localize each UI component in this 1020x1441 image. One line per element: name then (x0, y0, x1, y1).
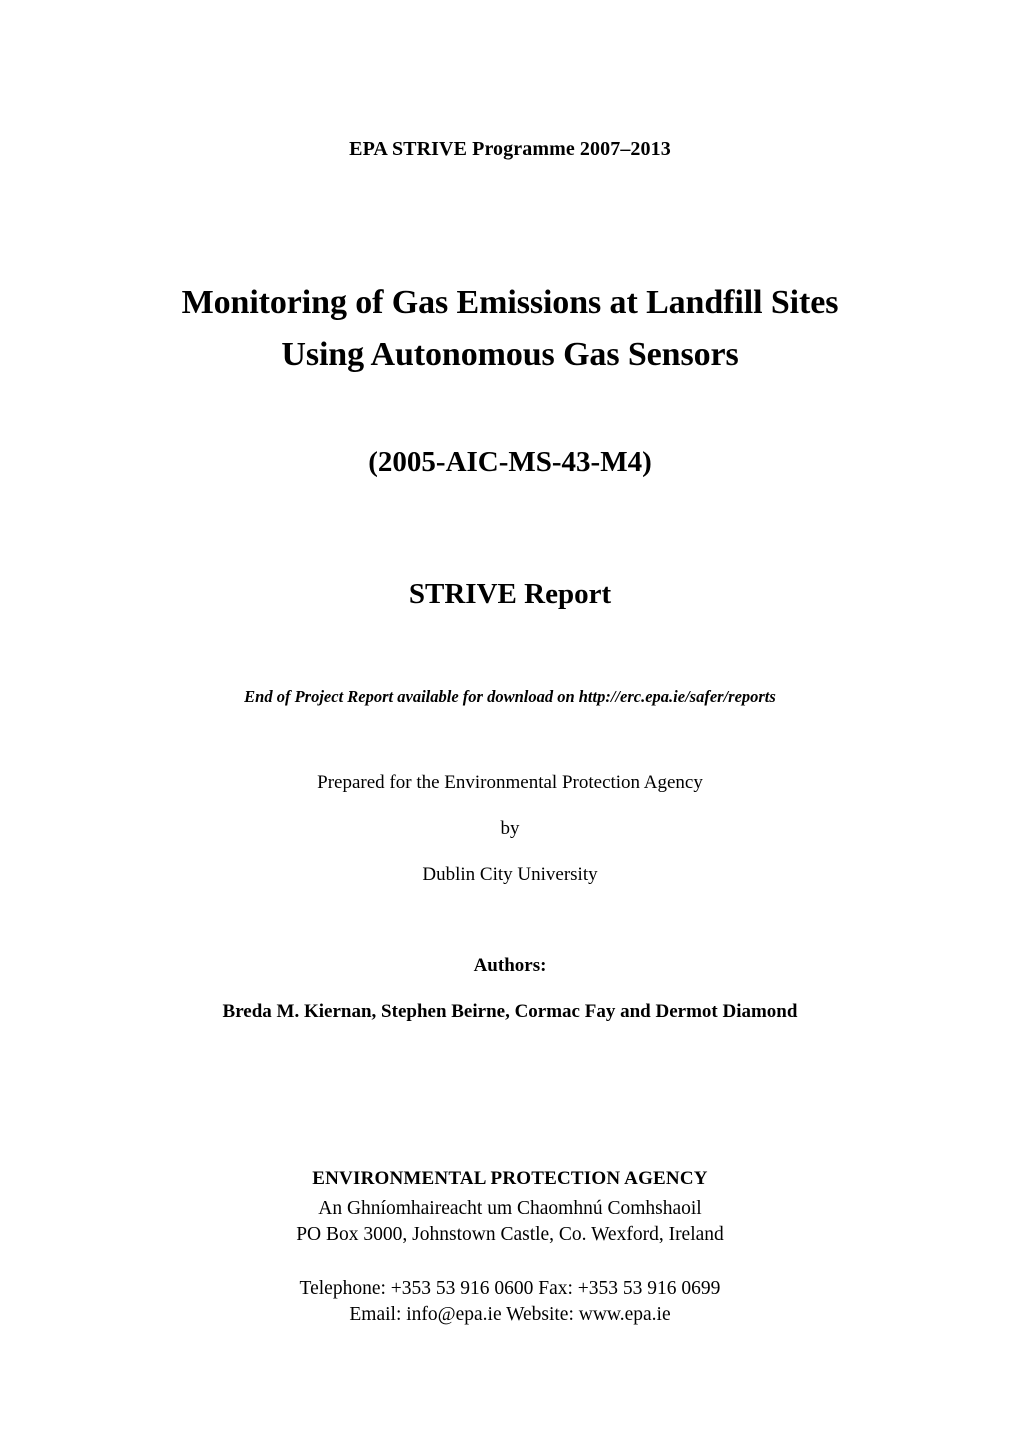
preparing-institution: Dublin City University (422, 863, 598, 885)
agency-block (0, 1168, 1020, 1328)
agency-address-block (0, 1196, 1020, 1248)
agency-contact-block (0, 1276, 1020, 1328)
availability-note: End of Project Report available for download on http://erc.epa.ie/safer/reports (244, 687, 776, 706)
agency-name-english: ENVIRONMENTAL PROTECTION AGENCY (312, 1168, 708, 1189)
authors-block (0, 955, 1020, 1023)
prepared-by-connector: by (500, 817, 520, 839)
agency-postal-address: PO Box 3000, Johnstown Castle, Co. Wexford, Ireland (296, 1223, 724, 1245)
agency-email-website: Email: info@epa.ie Website: www.epa.ie (349, 1303, 671, 1325)
programme-header: EPA STRIVE Programme 2007–2013 (349, 138, 671, 160)
authors-label: Authors: (473, 955, 547, 976)
prepared-for-line: Prepared for the Environmental Protection Agency (317, 772, 703, 793)
project-code: (2005-AIC-MS-43-M4) (368, 446, 652, 478)
document-title (0, 277, 1020, 380)
authors-names: Breda M. Kiernan, Stephen Beirne, Cormac Fay and Dermot Diamond (222, 1001, 798, 1022)
agency-name-irish: An Ghníomhaireacht um Chaomhnú Comhshaoil (318, 1198, 702, 1219)
document-title-line-2: Using Autonomous Gas Sensors (281, 335, 739, 373)
document-title-line-1: Monitoring of Gas Emissions at Landfill Sites (181, 284, 839, 321)
prepared-for-block (0, 760, 1020, 898)
report-type: STRIVE Report (408, 578, 612, 610)
agency-phone-fax: Telephone: +353 53 916 0600 Fax: +353 53 916 0699 (299, 1277, 721, 1299)
